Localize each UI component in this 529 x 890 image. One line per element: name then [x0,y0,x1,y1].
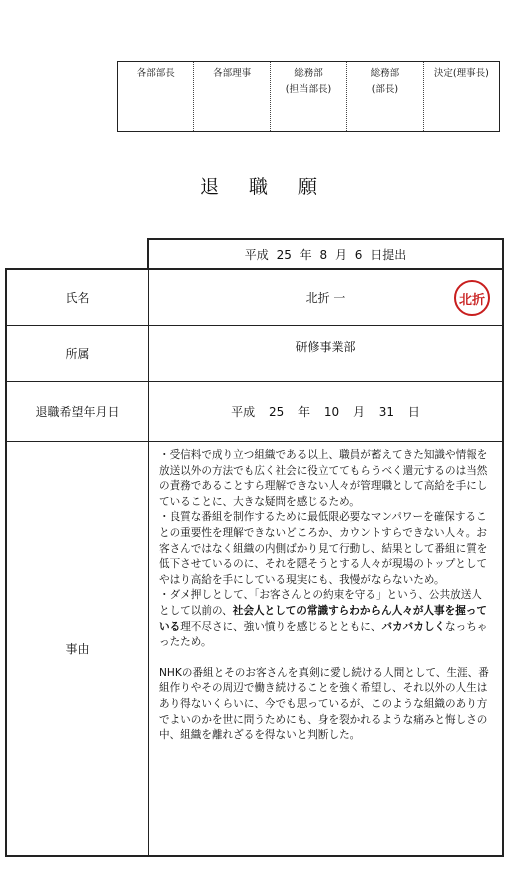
reason-text [159,448,492,744]
reason-paragraph: NHKの番組とそのお客さんを真剣に愛し続ける人間として、生涯、番組作りやその周辺で働き続けることを強く希望し、それ以外の人生はあり得ないくらいに、今でも思っているが、このような組織のあり方でよいのかを世に問うためにも、身を裂かれるような痛みと悔しさの中、組織を離れざるを得ないと判断した。 [159,666,489,742]
personal-seal-stamp [454,280,490,316]
approval-stamp-grid [117,61,500,132]
reason-paragraph: ・受信料で成り立つ組織である以上、職員が蓄えてきた知識や情報を放送以外の方法でも広く社会に役立ててもらうべく還元するのは当然の責務であることすら理解できない人々が管理職として高給を手にしていることに、大きな疑問を感じるため。 [159,449,488,508]
seal-name: 北折 [458,292,485,308]
reason-emphasis: バカバカしく [381,620,446,633]
approval-cell-final-decision [424,62,499,131]
document-title: 退 職 願 [199,176,330,198]
approval-cell-general-affairs-manager [271,62,347,131]
approval-label: 総務部 [370,68,400,79]
reason-text-span: ・ダメ押しとして、「お客さんとの約束を守る」という、公共放送人として以前の、 [159,589,482,617]
approval-sublabel: (部長) [371,84,399,95]
name-label: 氏名 [7,270,149,325]
retirement-date-value: 平成 25 年 10 月 31 日 [231,405,420,419]
reason-paragraph: ・良質な番組を制作するために最低限必要なマンパワーを確保することの重要性を理解できないどころか、カウントすらできない人々。お客さんではなく組織の内側ばかり見て行動し、結果として番組に質を低下させているのに、それを隠そうとする人々が現場のトップとしてやはり高給を手にしている現実にも、我慢がならないため。 [159,511,488,586]
approval-cell-dept-heads [118,62,194,131]
approval-label: 総務部 [294,68,323,79]
name-value: 北折 一 [305,291,346,305]
reason-emphasis: 社会人としての常識すらわからん人々が人事を握っている [159,604,487,633]
approval-cell-directors [194,62,270,131]
retirement-date-row [7,382,502,442]
department-label: 所属 [7,326,149,381]
approval-label: 各部部長 [136,68,175,79]
department-row [7,326,502,382]
reason-text-span: なっちゃったため。 [159,620,488,649]
name-row [7,270,502,326]
approval-label: 決定(理事長) [433,68,489,79]
reason-row [7,442,502,855]
resignation-form [5,268,504,857]
paragraph-gap [159,651,492,666]
reason-paragraph [159,588,492,650]
reason-label: 事由 [7,442,149,855]
reason-text-span: 理不尽さに、強い憤りを感じるとともに、 [180,620,382,633]
approval-sublabel: (担当部長) [285,84,332,95]
approval-cell-general-affairs-head [347,62,423,131]
approval-label: 各部理事 [213,68,252,79]
submission-date: 平成 25 年 8 月 6 日提出 [147,238,504,269]
retirement-date-label: 退職希望年月日 [7,382,149,441]
department-value: 研修事業部 [295,340,356,354]
